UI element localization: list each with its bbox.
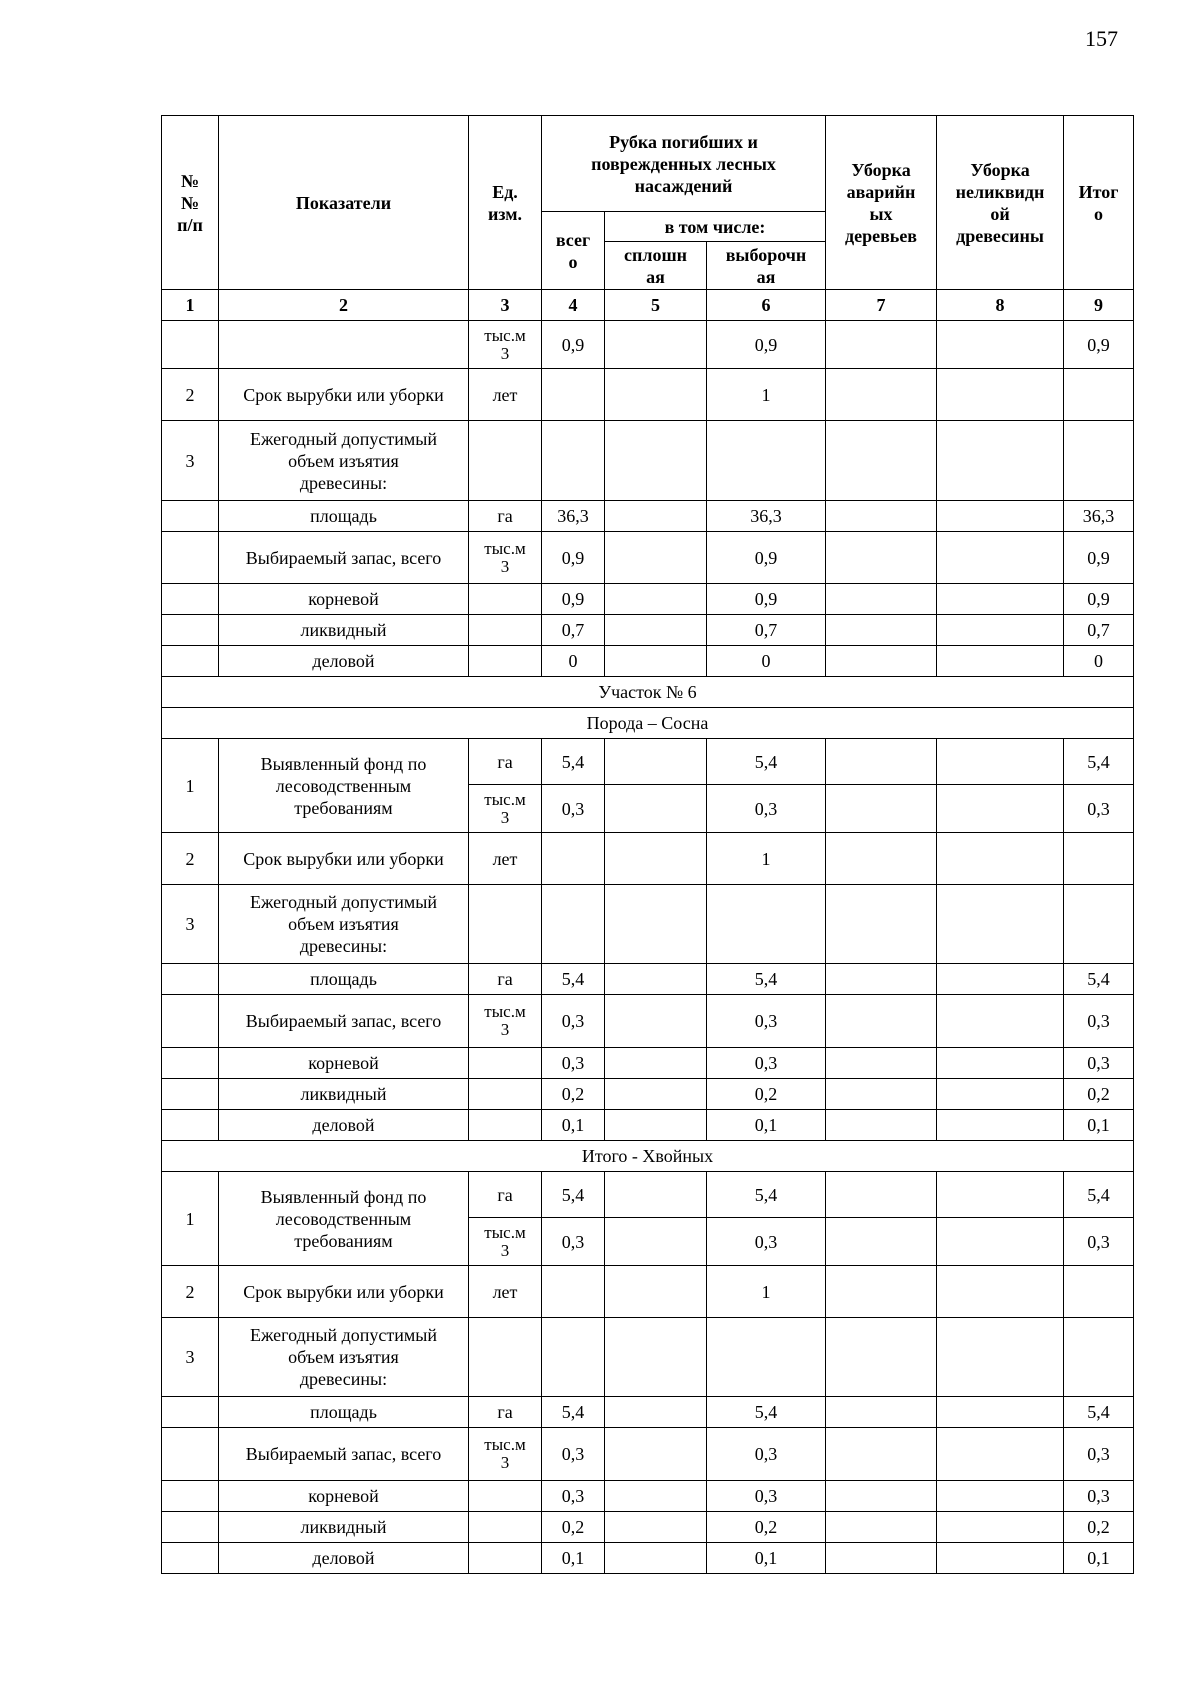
- value-cell: 0,3: [542, 785, 605, 833]
- colnum: 9: [1064, 290, 1134, 321]
- value-cell: 5,4: [542, 739, 605, 785]
- unit-cell: тыс.м 3: [469, 785, 542, 833]
- indicator-cell: ликвидный: [219, 1512, 469, 1543]
- header-clear: сплошн ая: [605, 242, 707, 290]
- unit-cell: тыс.м 3: [469, 321, 542, 369]
- value-cell: 0,1: [1064, 1110, 1134, 1141]
- section-row: [162, 1141, 1134, 1172]
- unit-cell: тыс.м 3: [469, 1428, 542, 1481]
- indicator-cell: ликвидный: [219, 1079, 469, 1110]
- value-cell: 0,7: [542, 615, 605, 646]
- value-cell: 0,3: [1064, 1218, 1134, 1266]
- table-row: [162, 1110, 1134, 1141]
- row-number: 2: [162, 1266, 219, 1318]
- indicator-cell: Выявленный фонд по лесоводственным требованиям: [219, 739, 469, 833]
- value-cell: 5,4: [1064, 739, 1134, 785]
- value-cell: 5,4: [707, 739, 826, 785]
- indicator-cell: площадь: [219, 1397, 469, 1428]
- value-cell: 1: [707, 1266, 826, 1318]
- indicator-cell: Выбираемый запас, всего: [219, 995, 469, 1048]
- value-cell: 0,9: [542, 321, 605, 369]
- section-species-title: Порода – Сосна: [162, 708, 1134, 739]
- value-cell: 1: [707, 833, 826, 885]
- table-row: [162, 1266, 1134, 1318]
- value-cell: 0,3: [1064, 995, 1134, 1048]
- colnum: 5: [605, 290, 707, 321]
- value-cell: 0,9: [707, 321, 826, 369]
- table-row: [162, 501, 1134, 532]
- value-cell: 0: [707, 646, 826, 677]
- value-cell: 0,2: [542, 1079, 605, 1110]
- value-cell: 5,4: [1064, 964, 1134, 995]
- indicator-cell: корневой: [219, 1481, 469, 1512]
- unit-cell: га: [469, 501, 542, 532]
- value-cell: 0,2: [707, 1079, 826, 1110]
- unit-cell: лет: [469, 833, 542, 885]
- indicator-cell: деловой: [219, 1110, 469, 1141]
- table-row: [162, 615, 1134, 646]
- value-cell: 0,3: [707, 785, 826, 833]
- value-cell: 0,9: [1064, 532, 1134, 584]
- indicator-cell: площадь: [219, 501, 469, 532]
- value-cell: 0,9: [1064, 321, 1134, 369]
- value-cell: 5,4: [542, 1397, 605, 1428]
- value-cell: 0,3: [542, 995, 605, 1048]
- indicator-cell: Выявленный фонд по лесоводственным требованиям: [219, 1172, 469, 1266]
- value-cell: 36,3: [1064, 501, 1134, 532]
- header-unit: Ед. изм.: [469, 116, 542, 290]
- unit-cell: га: [469, 1397, 542, 1428]
- value-cell: 0,7: [1064, 615, 1134, 646]
- value-cell: 0,9: [1064, 584, 1134, 615]
- value-cell: 0,3: [707, 1048, 826, 1079]
- indicator-cell: Выбираемый запас, всего: [219, 1428, 469, 1481]
- value-cell: 0,3: [542, 1428, 605, 1481]
- colnum: 1: [162, 290, 219, 321]
- table-row: [162, 646, 1134, 677]
- colnum: 7: [826, 290, 937, 321]
- row-number: 2: [162, 833, 219, 885]
- colnum: 4: [542, 290, 605, 321]
- value-cell: 0,9: [707, 532, 826, 584]
- indicator-cell: ликвидный: [219, 615, 469, 646]
- header-nonliquid: Уборка неликвидн ой древесины: [937, 116, 1064, 290]
- table-row: [162, 1048, 1134, 1079]
- indicator-cell: деловой: [219, 646, 469, 677]
- value-cell: 0,9: [542, 532, 605, 584]
- header-indicator: Показатели: [219, 116, 469, 290]
- value-cell: 0,2: [1064, 1079, 1134, 1110]
- value-cell: 5,4: [542, 964, 605, 995]
- value-cell: 0,1: [707, 1110, 826, 1141]
- table-row: [162, 885, 1134, 964]
- indicator-cell: корневой: [219, 1048, 469, 1079]
- value-cell: 0,2: [707, 1512, 826, 1543]
- section-plot-title: Участок № 6: [162, 677, 1134, 708]
- table-row: [162, 964, 1134, 995]
- value-cell: 0,7: [707, 615, 826, 646]
- indicator-cell: Срок вырубки или уборки: [219, 833, 469, 885]
- value-cell: 0: [542, 646, 605, 677]
- header-selective: выборочн ая: [707, 242, 826, 290]
- value-cell: 0,9: [707, 584, 826, 615]
- table-row: [162, 421, 1134, 501]
- unit-cell: га: [469, 739, 542, 785]
- header-incl: в том числе:: [605, 212, 826, 242]
- value-cell: 0,9: [542, 584, 605, 615]
- value-cell: 5,4: [707, 1172, 826, 1218]
- value-cell: 0,3: [542, 1218, 605, 1266]
- indicator-cell: Ежегодный допустимый объем изъятия древесины:: [219, 421, 469, 501]
- header-num: № № п/п: [162, 116, 219, 290]
- table-row: [162, 1543, 1134, 1574]
- indicator-cell: Срок вырубки или уборки: [219, 369, 469, 421]
- row-number: 1: [162, 739, 219, 833]
- table-row: [162, 1428, 1134, 1481]
- header-emergency: Уборка аварийн ых деревьев: [826, 116, 937, 290]
- table-row: [162, 584, 1134, 615]
- row-number: 3: [162, 421, 219, 501]
- table-row: [162, 1079, 1134, 1110]
- value-cell: 0,3: [1064, 1428, 1134, 1481]
- unit-cell: тыс.м 3: [469, 995, 542, 1048]
- header-total-sub: всег о: [542, 212, 605, 290]
- table-row: [162, 1172, 1134, 1218]
- table-row: [162, 321, 1134, 369]
- table-row: [162, 1318, 1134, 1397]
- table-row: [162, 1397, 1134, 1428]
- value-cell: 0,3: [542, 1481, 605, 1512]
- row-number: 3: [162, 885, 219, 964]
- unit-cell: га: [469, 964, 542, 995]
- value-cell: 0,1: [542, 1110, 605, 1141]
- table-row: [162, 833, 1134, 885]
- value-cell: 0,2: [542, 1512, 605, 1543]
- value-cell: 5,4: [707, 964, 826, 995]
- column-numbers-row: [162, 290, 1134, 321]
- value-cell: 0,2: [1064, 1512, 1134, 1543]
- indicator-cell: Ежегодный допустимый объем изъятия древесины:: [219, 885, 469, 964]
- forest-cutting-table: [161, 115, 1134, 1574]
- section-row: [162, 677, 1134, 708]
- table-row: [162, 532, 1134, 584]
- row-number: 1: [162, 1172, 219, 1266]
- unit-cell: тыс.м 3: [469, 532, 542, 584]
- indicator-cell: площадь: [219, 964, 469, 995]
- unit-cell: лет: [469, 369, 542, 421]
- table-row: [162, 369, 1134, 421]
- value-cell: 0,3: [707, 995, 826, 1048]
- value-cell: 0,3: [1064, 1481, 1134, 1512]
- value-cell: 5,4: [707, 1397, 826, 1428]
- value-cell: 36,3: [707, 501, 826, 532]
- table-row: [162, 1512, 1134, 1543]
- value-cell: 0,3: [1064, 785, 1134, 833]
- table-row: [162, 739, 1134, 785]
- value-cell: 0,1: [707, 1543, 826, 1574]
- value-cell: 5,4: [542, 1172, 605, 1218]
- value-cell: 0,3: [542, 1048, 605, 1079]
- indicator-cell: Ежегодный допустимый объем изъятия древесины:: [219, 1318, 469, 1397]
- row-number: 2: [162, 369, 219, 421]
- value-cell: 0: [1064, 646, 1134, 677]
- header-group-cut: Рубка погибших и поврежденных лесных насаждений: [542, 116, 826, 212]
- row-number: 3: [162, 1318, 219, 1397]
- unit-cell: га: [469, 1172, 542, 1218]
- indicator-cell: Выбираемый запас, всего: [219, 532, 469, 584]
- table-row: [162, 1481, 1134, 1512]
- value-cell: 0,3: [1064, 1048, 1134, 1079]
- page-number: 157: [1085, 26, 1118, 51]
- value-cell: 0,1: [542, 1543, 605, 1574]
- value-cell: 5,4: [1064, 1397, 1134, 1428]
- table-row: [162, 995, 1134, 1048]
- colnum: 8: [937, 290, 1064, 321]
- value-cell: 0,1: [1064, 1543, 1134, 1574]
- header-result: Итог о: [1064, 116, 1134, 290]
- value-cell: 0,3: [707, 1218, 826, 1266]
- unit-cell: лет: [469, 1266, 542, 1318]
- indicator-cell: корневой: [219, 584, 469, 615]
- indicator-cell: Срок вырубки или уборки: [219, 1266, 469, 1318]
- colnum: 3: [469, 290, 542, 321]
- value-cell: 0,3: [707, 1481, 826, 1512]
- section-total-title: Итого - Хвойных: [162, 1141, 1134, 1172]
- value-cell: 1: [707, 369, 826, 421]
- value-cell: 0,3: [707, 1428, 826, 1481]
- section-row: [162, 708, 1134, 739]
- unit-cell: тыс.м 3: [469, 1218, 542, 1266]
- colnum: 6: [707, 290, 826, 321]
- value-cell: 5,4: [1064, 1172, 1134, 1218]
- colnum: 2: [219, 290, 469, 321]
- value-cell: 36,3: [542, 501, 605, 532]
- indicator-cell: деловой: [219, 1543, 469, 1574]
